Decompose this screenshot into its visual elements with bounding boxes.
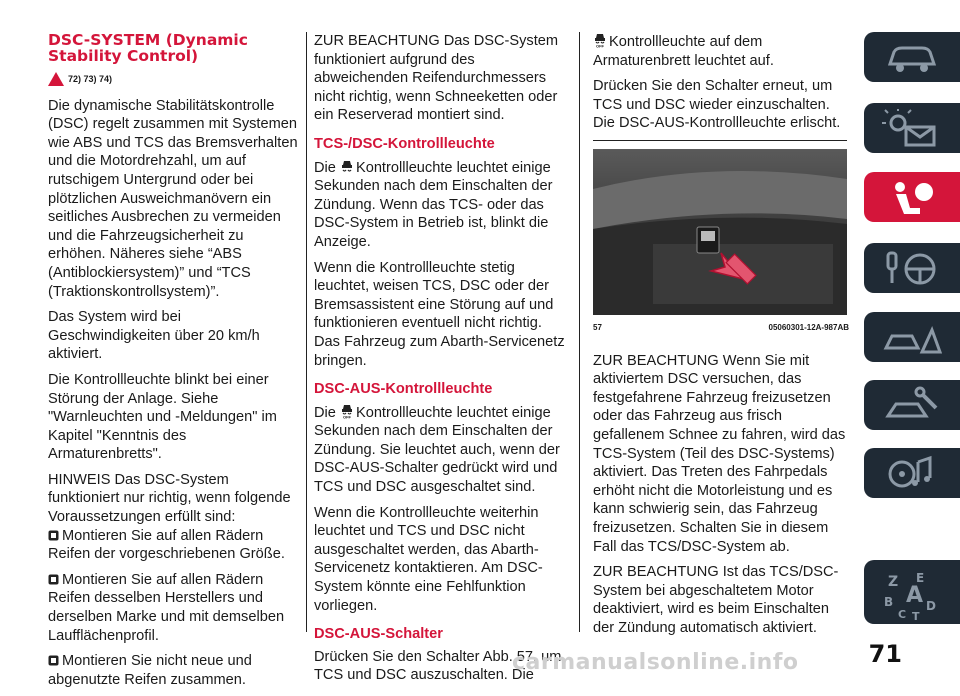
bullet-icon — [48, 655, 59, 666]
subheading: DSC-AUS-Kontrollleuchte — [314, 381, 493, 398]
tab-index[interactable] — [864, 560, 960, 624]
bullet-icon — [48, 574, 59, 585]
column-2 — [314, 32, 570, 692]
list-item: Montieren Sie auf allen Rädern Reifen der vorgeschriebenen Größe. — [48, 527, 285, 563]
svg-text:D: D — [926, 599, 936, 613]
list-item: Montieren Sie nicht neue und abgenutzte Reifen zusammen. — [48, 653, 252, 688]
figure-photo — [593, 149, 847, 315]
paragraph: OFF Kontrollleuchte auf dem Armaturenbrett leuchtet auf. — [593, 34, 774, 69]
skidding-car-icon — [340, 158, 354, 174]
column-3 — [593, 32, 849, 644]
tab-starting-driving[interactable] — [864, 243, 960, 293]
alphabet-index-icon — [882, 566, 942, 622]
note-paragraph: ZUR BEACHTUNG Ist das TCS/DSC-System bei abgeschaltetem Motor deaktiviert, wird es beim Einschalten der Zündung automatisch aktiviert. — [593, 564, 839, 636]
tab-warning-lights[interactable] — [864, 103, 960, 153]
note-paragraph: ZUR BEACHTUNG Wenn Sie mit aktiviertem DSC versuchen, das festgefahrene Fahrzeug freizusetzen oder das Fahrzeug aus frisch gefallenem Schnee zu fahren, wird das TCS-System (Teil des DSC-Systems) aktiviert. Das Treten des Fahrpedals erhöht nicht die Motorleistung und es kann schwierig sein, das Fahrzeug freizusetzen. Schalten Sie in diesem Fall das TCS/DSC-System ab. — [593, 352, 846, 555]
figure-rule — [593, 140, 847, 141]
service-wrench-icon — [882, 386, 942, 426]
paragraph: Drücken Sie den Schalter erneut, um TCS und DSC wieder einzuschalten. Die DSC-AUS-Kontrollleuchte erlischt. — [593, 78, 841, 132]
note-paragraph: HINWEIS Das DSC-System funktioniert nur richtig, wenn folgende Voraussetzungen erfüllt sind: — [48, 471, 291, 526]
svg-text:Z: Z — [888, 574, 899, 590]
dashboard-switch-illustration — [593, 149, 847, 315]
paragraph: Die dynamische Stabilitätskontrolle (DSC) regelt zusammen mit Systemen wie ABS und TCS das Bremsverhalten und die Motordrehzahl, um auf rutschigem Untergrund oder bei plötzlichen Ausweichmanövern ein seitliches Ausbrechen zu vermeiden und die Fahrzeugsicherheit zu erhöhen. Näheres siehe “ABS (Antiblockiersystem)” und “TCS (Traktionskontrollsystem)”. — [48, 97, 298, 300]
svg-text:OFF: OFF — [596, 43, 604, 48]
subheading: TCS-/DSC-Kontrollleuchte — [314, 135, 495, 152]
warning-lights-icon — [882, 109, 942, 149]
tab-car-overview[interactable] — [864, 32, 960, 82]
svg-text:B: B — [884, 595, 894, 609]
paragraph: Die Kontrollleuchte blinkt bei einer Störung der Anlage. Siehe "Warnleuchten und -Meldungen" im Kapitel "Kenntnis des Armaturenbretts". — [48, 371, 277, 463]
dsc-off-icon — [593, 32, 607, 48]
paragraph: Das System wird bei Geschwindigkeiten über 20 km/h aktiviert. — [48, 309, 260, 363]
tab-safety[interactable] — [864, 172, 960, 222]
car-icon — [882, 38, 942, 78]
tab-emergency[interactable] — [864, 312, 960, 362]
svg-text:OFF: OFF — [342, 414, 351, 419]
watermark: carmanualsonline.info — [512, 650, 799, 675]
section-title: DSC-SYSTEM (Dynamic Stability Control) — [48, 31, 248, 65]
subheading: DSC-AUS-Schalter — [314, 626, 443, 643]
list-item: Montieren Sie auf allen Rädern Reifen desselben Herstellers und derselben Marke und mit demselben Laufflächenprofil. — [48, 571, 285, 644]
paragraph: Wenn die Kontrollleuchte stetig leuchtet, weisen TCS, DSC oder der Bremsassistent eine Störung auf und funktionieren eventuell nicht richtig. Das Fahrzeug zum Abarth-Servicenetz bringen. — [314, 259, 565, 369]
paragraph: Die OFF Kontrollleuchte leuchtet einige Sekunden nach dem Einschalten der Zündung. Sie leuchtet auch, wenn der DSC-AUS-Schalter gedrückt wird und TCS und DSC ausgeschaltet sind. — [314, 404, 560, 496]
svg-text:A: A — [906, 583, 924, 608]
figure-caption: 57 05060301-12A-987AB — [593, 322, 849, 332]
bullet-icon — [48, 530, 59, 541]
paragraph: Wenn die Kontrollleuchte weiterhin leuchtet und TCS und DSC nicht ausgeschaltet werden, das Abarth-Servicenetz kontaktieren. Am DSC-System könnte eine Fehlfunktion vorliegen. — [314, 504, 543, 614]
note-paragraph: ZUR BEACHTUNG Das DSC-System funktioniert aufgrund des abweichenden Reifendurchmessers nicht richtig, wenn Schneeketten oder ein Reserverad montiert sind. — [314, 33, 559, 124]
multimedia-icon — [882, 454, 942, 494]
airbag-seat-icon — [882, 178, 942, 218]
column-divider — [579, 32, 580, 632]
tab-maintenance[interactable] — [864, 380, 960, 430]
dsc-off-icon — [340, 403, 354, 419]
breakdown-icon — [882, 318, 942, 358]
svg-text:E: E — [916, 571, 925, 585]
column-divider — [306, 32, 307, 632]
warning-triangle-icon — [48, 72, 64, 86]
key-steering-icon — [882, 249, 942, 289]
paragraph: Drücken Sie den Schalter Abb. 57, um TCS und DSC auszuschalten. Die — [314, 648, 562, 684]
paragraph: Die Kontrollleuchte leuchtet einige Sekunden nach dem Einschalten der Zündung. Wenn das TCS- oder das DSC-System in Betrieb ist, blinkt die Anzeige. — [314, 159, 553, 250]
warning-refs: 72) 73) 74) — [48, 70, 298, 89]
page-number: 71 — [868, 640, 902, 668]
svg-text:T: T — [912, 610, 920, 622]
column-1 — [48, 32, 298, 696]
tab-technical-data[interactable] — [864, 448, 960, 498]
svg-text:C: C — [898, 608, 907, 621]
